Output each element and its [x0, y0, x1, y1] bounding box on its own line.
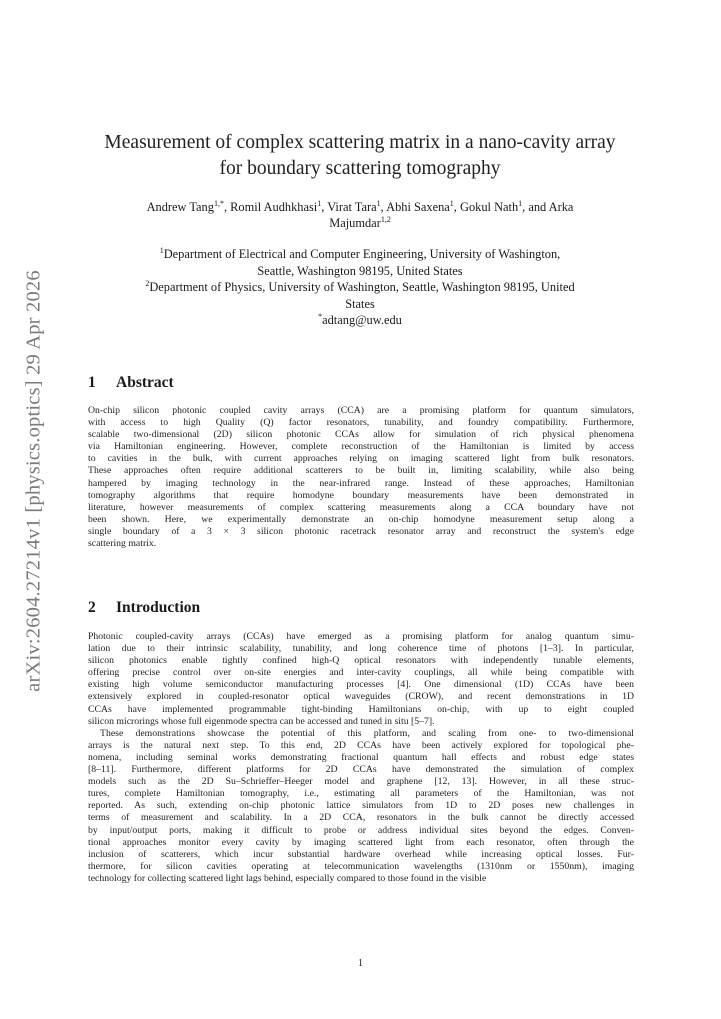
text-line: to cavities in the bulk, with current approaches relying on imaging scattered light from bulk resonators.	[88, 453, 634, 465]
introduction-paragraph-1	[88, 631, 634, 728]
authors-line-1: Andrew Tang$^{1,*}$, Romil Audhkhasi$^1$, Virat Tara$^1$, Abhi Saxena$^1$, Gokul Nath$^1$, and Arka	[146, 199, 574, 214]
text-line: [8–11]. Furthermore, different platforms for 2D CCAs have demonstrated the simulation of complex	[88, 764, 634, 776]
text-line: scalable two-dimensional (2D) silicon photonic CCAs allow for simulation of rich physical phenomena	[88, 429, 634, 441]
text-line: via Hamiltonian engineering. However, complete reconstruction of the Hamiltonian is limited by access	[88, 441, 634, 453]
paper-title	[80, 130, 640, 182]
text-line: technology for collecting scattered light lags behind, especially compared to those found in the visible	[88, 872, 487, 884]
text-line: lation due to their intrinsic scalability, tunability, and long coherence time of photons [1–3]. In particular,	[88, 643, 634, 655]
text-line: existing high volume semiconductor manufacturing processes [4]. One dimensional (1D) CCAs have been	[88, 679, 634, 691]
text-line: literature, however measurements of complex scattering measurements along a CCA boundary have not	[88, 501, 634, 513]
abstract-heading: 1 Abstract	[88, 374, 174, 391]
corresponding-email: *adtang@uw.edu	[318, 312, 402, 328]
page-number: 1	[357, 958, 364, 969]
text-line: arrays is the natural next step. To this end, 2D CCAs have been actively explored for topological phe-	[88, 739, 634, 751]
text-line: by input/output ports, making it difficult to probe or address individual sites beyond the edges. Conven-	[88, 824, 634, 836]
text-line: These demonstrations showcase the potential of this platform, and scaling from one- to two-dimensional	[100, 727, 634, 739]
affiliation-1-line-2: Seattle, Washington 98195, United States	[257, 263, 463, 278]
text-line: reported. As such, extending on-chip photonic lattice simulators from 1D to 2D poses new challenges in	[88, 800, 634, 812]
text-line: These approaches often require additional scatterers to be built in, limiting scalability, while also being	[88, 465, 634, 477]
text-line: tomography algorithms that require homodyne boundary measurements have been demonstrated in	[88, 489, 634, 501]
affiliations	[80, 246, 640, 329]
introduction-paragraph-2	[88, 728, 634, 885]
author-list	[80, 199, 640, 231]
affiliation-1-line-1: $^1$Department of Electrical and Computer Engineering, University of Washington,	[159, 246, 561, 261]
abstract-body	[88, 405, 634, 550]
text-line: hampered by imaging technology in the near-infrared range. Instead of these approaches, Hamiltonian	[88, 477, 634, 489]
text-line: models such as the 2D Su–Schrieffer–Heeger model and graphene [12, 13]. However, in all these struc-	[88, 776, 634, 788]
affiliation-2-line-1: $^2$Department of Physics, University of Washington, Seattle, Washington 98195, United	[145, 279, 575, 295]
title-line-1: Measurement of complex scattering matrix in a nano-cavity array	[104, 132, 616, 153]
text-line: with access to high Quality (Q) factor resonators, tunability, and foundry compatibility. Furthermore,	[88, 417, 634, 429]
text-line: single boundary of a 3 × 3 silicon photonic racetrack resonator array and reconstruct the system's edge	[88, 525, 634, 537]
text-line: scattering matrix.	[88, 538, 157, 550]
text-line: extensively explored in coupled-resonator optical waveguides (CROW), and recent demonstrations in 1D	[88, 691, 634, 703]
text-line: silicon microrings whose full eigenmode spectra can be accessed and tuned in situ [5–7].	[88, 715, 435, 727]
text-line: On-chip silicon photonic coupled cavity arrays (CCA) are a promising platform for quantum simulators,	[88, 405, 634, 416]
text-line: nomena, including seminal works demonstrating fractional quantum hall effects and robust edge states	[88, 751, 634, 763]
text-line: offering precise control over on-site energies and inter-cavity couplings, all while being compatible with	[88, 667, 634, 679]
text-line: tional approaches monitor every cavity by imaging scattered light from each resonator, often through the	[88, 836, 634, 848]
text-line: Photonic coupled-cavity arrays (CCAs) have emerged as a promising platform for analog quantum simu-	[88, 631, 634, 642]
introduction-heading: 2 Introduction	[88, 599, 201, 616]
text-line: silicon photonics enable tightly confined high-Q optical resonators with independently tunable elements,	[88, 655, 634, 667]
text-line: inclusion of scatterers, which incur substantial hardware overhead while increasing optical losses. Fur-	[88, 848, 634, 860]
authors-line-2: Majumdar$^{1,2}$	[329, 215, 391, 230]
text-line: thermore, for silicon cavities operating at telecommunication wavelengths (1310nm or 1550nm), imaging	[88, 860, 634, 872]
text-line: tures, complete Hamiltonian tomography, i.e., estimating all parameters of the Hamiltonian, was not	[88, 788, 634, 800]
affiliation-2-line-2: States	[345, 296, 375, 311]
text-line: terms of measurement and scalability. In a 2D CCA, resonators in the bulk cannot be directly accessed	[88, 812, 634, 824]
text-line: been shown. Here, we experimentally demonstrate an on-chip homodyne measurement setup along a	[88, 513, 634, 525]
text-line: CCAs have implemented programmable tight-binding Hamiltonians on-chip, with up to eight coupled	[88, 703, 634, 715]
title-line-2: for boundary scattering tomography	[219, 158, 501, 179]
arxiv-identifier: arXiv:2604.27214v1 [physics.optics] 29 Apr 2026	[22, 270, 45, 692]
